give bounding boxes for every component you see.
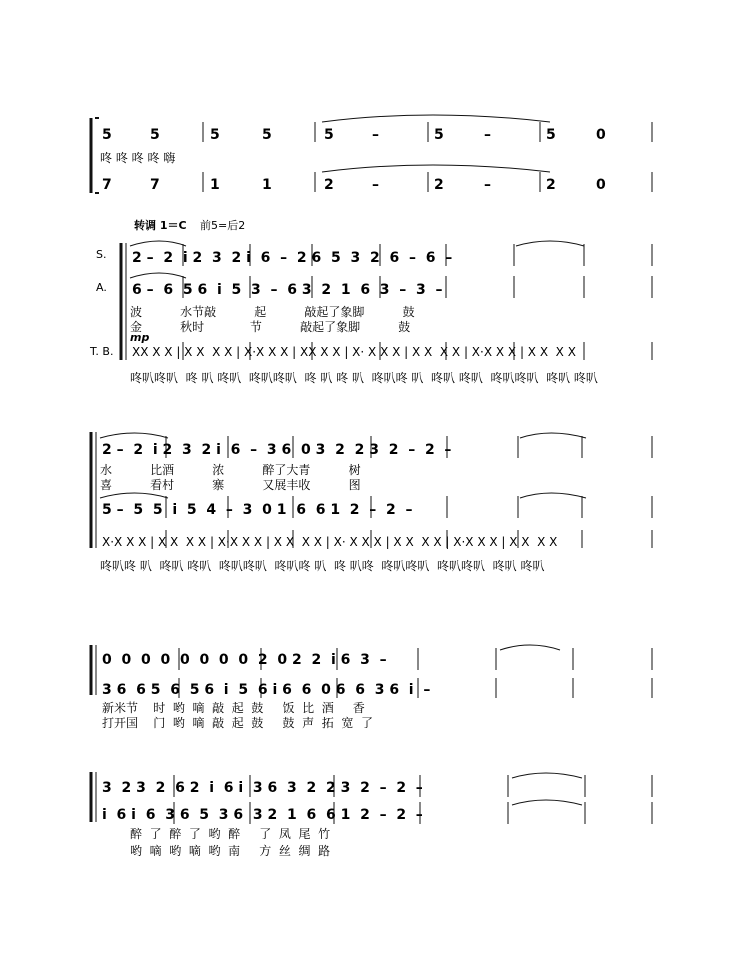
note: 2	[324, 177, 334, 193]
label-a: A.	[96, 281, 107, 294]
note: 7	[150, 177, 160, 193]
note: 2	[546, 177, 556, 193]
system-2	[89, 218, 652, 385]
dynamic-mark: mp	[130, 331, 150, 344]
system-5	[91, 772, 652, 858]
note: –	[372, 127, 379, 143]
soprano-notes: 2 – 2 i 2 3 2 i 6 – 2 6 5 3 2 6 – 6 –	[132, 250, 453, 266]
sys3-rhythm: X·X X X | X X X X | X·X X X | X X X X | X· X X X | X X X X | X·X X X | X X X X	[102, 535, 558, 549]
sys1-top-notes: 5	[102, 127, 112, 143]
note: 5	[434, 127, 444, 143]
note: 5	[262, 127, 272, 143]
sys4-verse1-lyric: 新米节 时 哟 嘀 敲 起 鼓 饭 比 酒 香	[102, 701, 365, 715]
note: 0	[596, 177, 606, 193]
system-3	[91, 432, 652, 573]
sys3-bottom-notes: 5 – 5 5 i 5 4 – 3 0 1 6 6 1 2 – 2 –	[102, 502, 413, 518]
system-1	[91, 115, 652, 193]
note: 1	[262, 177, 272, 193]
sys3-top-notes: 2 – 2 i 2 3 2 i 6 – 3 6 0 3 2 2 3 2 – 2 –	[102, 442, 452, 458]
sys5-verse2-lyric: 哟 嘀 哟 嘀 哟 南 方 丝 绸 路	[130, 844, 331, 858]
tb-rhythm: XX X X | X X X X | X·X X X | XX X X | X· X X X | X X X X | X·X X X | X X X X	[132, 345, 576, 359]
sys3-verse1-lyric: 水 比酒 浓 醉了大青 树	[100, 463, 361, 477]
label-s: S.	[96, 248, 107, 261]
note: 5	[150, 127, 160, 143]
sys1-lyric: 咚 咚 咚 咚 嗨	[100, 151, 176, 165]
key-change: 转调 1＝C	[134, 219, 187, 232]
note: 5	[546, 127, 556, 143]
sys4-bottom-notes: 3 6 6 5 6 5 6 i 5 6 i 6 6 0 6 6 3 6 i –	[102, 682, 431, 698]
label-tb: T. B.	[90, 345, 114, 358]
note: –	[484, 177, 491, 193]
note: –	[484, 127, 491, 143]
note: –	[372, 177, 379, 193]
sys3-rhythm-lyric: 咚叭咚 叭 咚叭 咚叭 咚叭咚叭 咚叭咚 叭 咚 叭咚 咚叭咚叭 咚叭咚叭 咚叭 咚叭	[100, 559, 545, 573]
note: 0	[596, 127, 606, 143]
note: 2	[434, 177, 444, 193]
note: 7	[102, 177, 112, 193]
sys5-verse1-lyric: 醉 了 醉 了 哟 醉 了 凤 尾 竹	[130, 827, 331, 841]
key-note: 前5=后2	[200, 219, 246, 232]
note: 5	[324, 127, 334, 143]
system-4	[91, 645, 652, 730]
sys3-verse2-lyric: 喜 看村 寨 又展丰收 图	[100, 478, 361, 492]
tb-rhythm-lyric: 咚叭咚叭 咚 叭 咚叭 咚叭咚叭 咚 叭 咚 叭 咚叭咚 叭 咚叭 咚叭 咚叭咚叭 咚叭 咚叭	[130, 371, 598, 385]
note: 5	[210, 127, 220, 143]
sys4-top-notes: 0 0 0 0 0 0 0 0 2 0 2 2 i 6 3 –	[102, 652, 387, 668]
sys5-bottom-notes: i 6 i 6 3 6 5 3 6 3 2 1 6 6 1 2 – 2 –	[102, 807, 423, 823]
sys4-verse2-lyric: 打开国 门 哟 嘀 敲 起 鼓 鼓 声 拓 宽 了	[102, 716, 373, 730]
verse2-lyric: 金 秋时 节 敲起了象脚 鼓	[130, 320, 411, 334]
verse1-lyric: 波 水节敲 起 敲起了象脚 鼓	[130, 305, 415, 319]
note: 1	[210, 177, 220, 193]
alto-notes: 6 – 6 5 6 i 5 3 – 6 3 2 1 6 3 – 3 –	[132, 282, 443, 298]
sys5-top-notes: 3 2 3 2 6 2 i 6 i 3 6 3 2 2 3 2 – 2 –	[102, 780, 423, 796]
